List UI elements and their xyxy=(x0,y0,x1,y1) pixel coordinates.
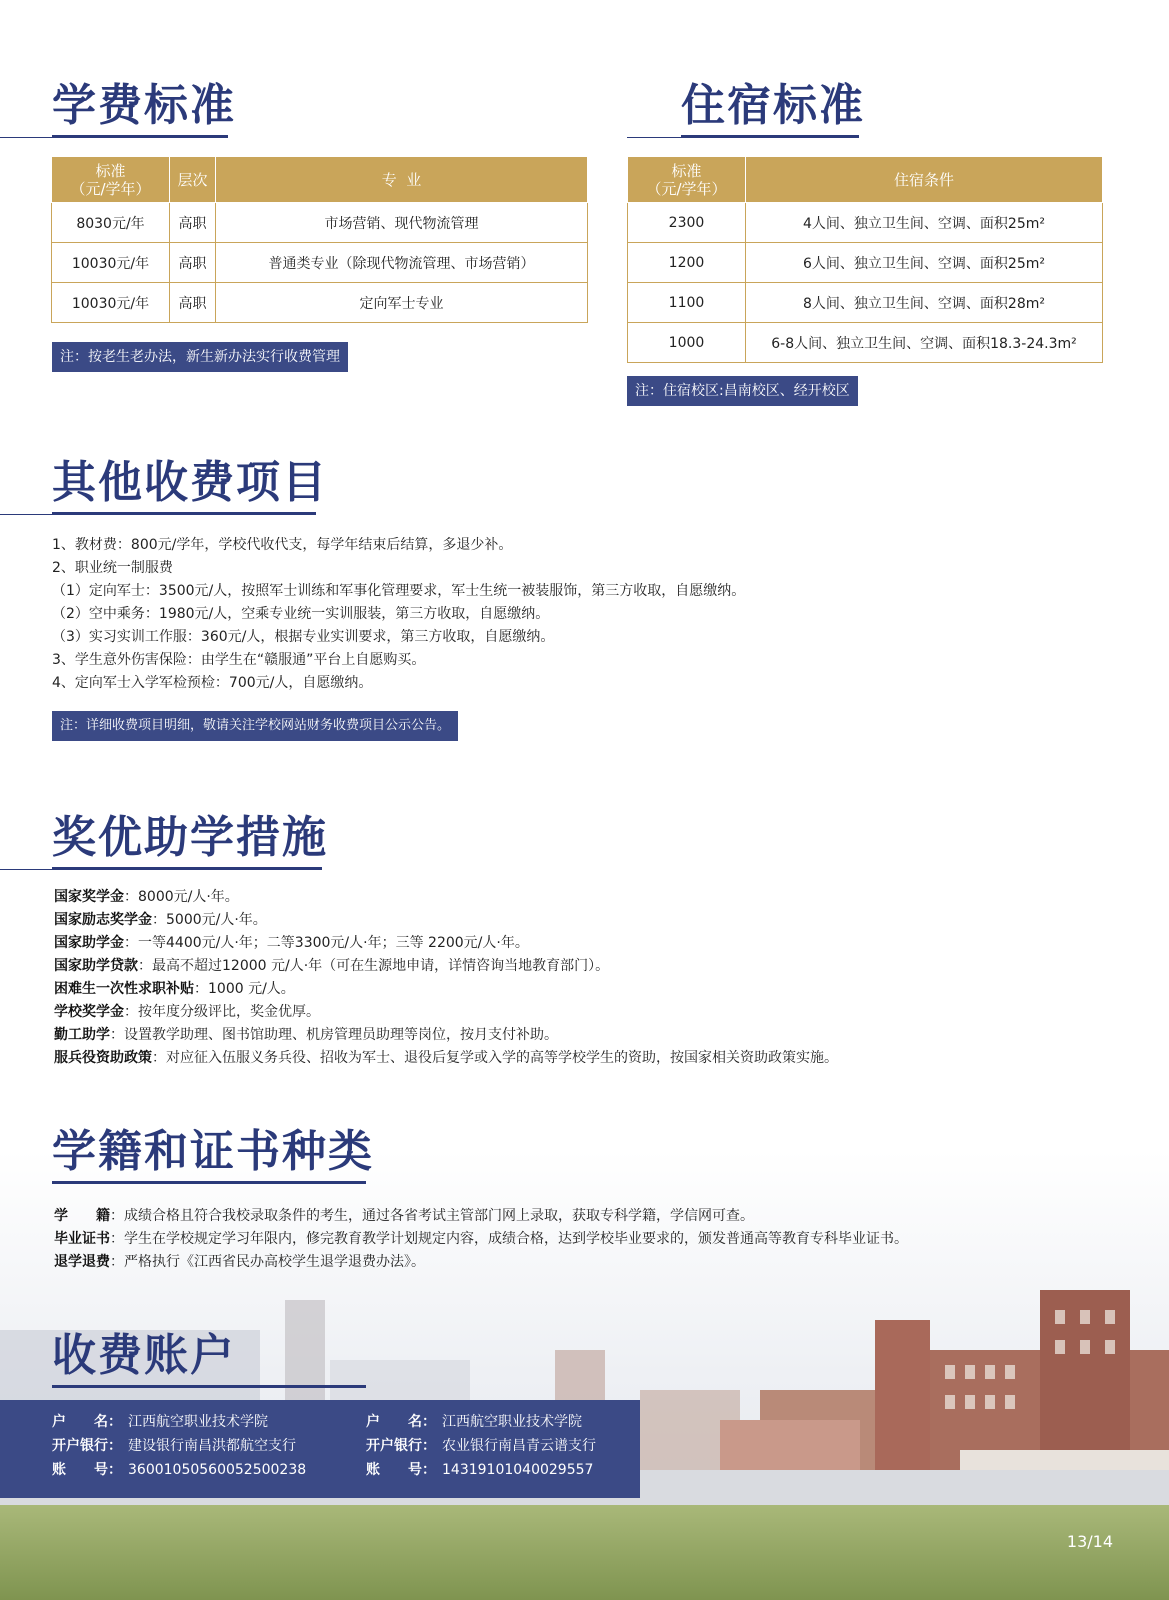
lodging-title: 住宿标准 xyxy=(681,80,865,131)
aid-label: 学校奖学金 xyxy=(54,1004,124,1020)
tuition-title-rule xyxy=(0,137,52,138)
table-row xyxy=(628,323,1103,363)
other-fees-title: 其他收费项目 xyxy=(52,457,328,508)
account-name: 江西航空职业技术学院 xyxy=(128,1414,268,1430)
aid-title: 奖优助学措施 xyxy=(52,812,328,863)
account-bank-label: 开户银行： xyxy=(52,1438,122,1454)
account-bank-row xyxy=(366,1434,596,1458)
list-item: （1）定向军士：3500元/人，按照军士训练和军事化管理要求，军士生统一被装服饰，第三方收取，自愿缴纳。 xyxy=(52,583,746,599)
tuition-table xyxy=(51,156,588,323)
account-number-row xyxy=(366,1458,596,1482)
list-item xyxy=(54,1205,908,1228)
status-title-underline xyxy=(52,1181,366,1184)
lodging-title-underline xyxy=(681,135,859,138)
account-bank-label: 开户银行： xyxy=(366,1438,436,1454)
lodging-condition: 8人间、独立卫生间、空调、面积28m² xyxy=(746,283,1103,323)
aid-label: 勤工助学 xyxy=(54,1027,110,1043)
lodging-note: 注：住宿校区:昌南校区、经开校区 xyxy=(627,376,858,406)
account-number-label: 账 号： xyxy=(366,1462,436,1478)
aid-label: 国家励志奖学金 xyxy=(54,912,152,928)
lodging-fee: 1000 xyxy=(628,323,746,363)
other-fees-note: 注：详细收费项目明细，敬请关注学校网站财务收费项目公示公告。 xyxy=(52,711,458,741)
table-row xyxy=(628,283,1103,323)
aid-title-rule xyxy=(0,869,52,870)
lodging-table-header xyxy=(628,157,1103,203)
tuition-level: 高职 xyxy=(170,283,216,323)
lodging-condition: 6-8人间、独立卫生间、空调、面积18.3-24.3m² xyxy=(746,323,1103,363)
lodging-title-rule xyxy=(627,137,681,138)
lodging-header-standard: 标准 （元/学年） xyxy=(628,157,746,203)
table-row xyxy=(52,203,588,243)
tuition-title-underline xyxy=(52,135,228,138)
aid-text: ：设置教学助理、图书馆助理、机房管理员助理等岗位，按月支付补助。 xyxy=(110,1027,558,1043)
account-bank-row xyxy=(52,1434,306,1458)
list-item: （2）空中乘务：1980元/人，空乘专业统一实训服装，第三方收取，自愿缴纳。 xyxy=(52,606,550,622)
list-item xyxy=(54,1228,908,1251)
aid-text: ：对应征入伍服义务兵役、招收为军士、退役后复学或入学的高等学校学生的资助，按国家相关资助政策实施。 xyxy=(152,1050,838,1066)
table-row xyxy=(628,203,1103,243)
tuition-table-header xyxy=(52,157,588,203)
page-number: 13/14 xyxy=(1066,1532,1113,1551)
tuition-major: 定向军士专业 xyxy=(216,283,588,323)
tuition-fee: 10030元/年 xyxy=(52,283,170,323)
account-left xyxy=(52,1410,306,1482)
aid-label: 服兵役资助政策 xyxy=(54,1050,152,1066)
status-text: ：严格执行《江西省民办高校学生退学退费办法》。 xyxy=(110,1254,425,1270)
accounts-panel xyxy=(0,1400,640,1498)
aid-label: 国家奖学金 xyxy=(54,889,124,905)
other-fees-title-underline xyxy=(52,512,316,515)
lodging-condition: 4人间、独立卫生间、空调、面积25m² xyxy=(746,203,1103,243)
aid-label: 困难生一次性求职补贴 xyxy=(54,981,194,997)
status-label: 学 籍 xyxy=(54,1208,110,1224)
list-item xyxy=(54,886,838,909)
lodging-table xyxy=(627,156,1103,363)
list-item: 3、学生意外伤害保险：由学生在“赣服通”平台上自愿购买。 xyxy=(52,652,426,668)
account-number: 36001050560052500238 xyxy=(128,1462,307,1478)
tuition-fee: 10030元/年 xyxy=(52,243,170,283)
tuition-major: 普通类专业（除现代物流管理、市场营销） xyxy=(216,243,588,283)
list-item xyxy=(54,932,838,955)
tuition-level: 高职 xyxy=(170,203,216,243)
account-name: 江西航空职业技术学院 xyxy=(442,1414,582,1430)
account-bank: 农业银行南昌青云谱支行 xyxy=(442,1438,596,1454)
list-item: （3）实习实训工作服：360元/人，根据专业实训要求，第三方收取，自愿缴纳。 xyxy=(52,629,555,645)
tuition-header-level: 层次 xyxy=(170,157,216,203)
list-item xyxy=(54,1251,908,1274)
account-bank: 建设银行南昌洪都航空支行 xyxy=(128,1438,296,1454)
status-title: 学籍和证书种类 xyxy=(52,1126,374,1177)
list-item xyxy=(54,909,838,932)
tuition-major: 市场营销、现代物流管理 xyxy=(216,203,588,243)
list-item: 1、教材费：800元/学年，学校代收代支，每学年结束后结算，多退少补。 xyxy=(52,537,513,553)
list-item: 2、职业统一制服费 xyxy=(52,560,173,576)
status-text: ：成绩合格且符合我校录取条件的考生，通过各省考试主管部门网上录取，获取专科学籍，学信网可查。 xyxy=(110,1208,754,1224)
tuition-header-major: 专 业 xyxy=(216,157,588,203)
account-name-label: 户 名： xyxy=(52,1414,122,1430)
status-text: ：学生在学校规定学习年限内，修完教育教学计划规定内容，成绩合格，达到学校毕业要求的，颁发普通高等教育专科毕业证书。 xyxy=(110,1231,908,1247)
lodging-fee: 1100 xyxy=(628,283,746,323)
tuition-title: 学费标准 xyxy=(52,80,236,131)
list-item xyxy=(54,955,838,978)
tuition-fee: 8030元/年 xyxy=(52,203,170,243)
aid-label: 国家助学贷款 xyxy=(54,958,138,974)
aid-text: ：按年度分级评比，奖金优厚。 xyxy=(124,1004,320,1020)
tuition-level: 高职 xyxy=(170,243,216,283)
aid-text: ：最高不超过12000 元/人·年（可在生源地申请，详情咨询当地教育部门）。 xyxy=(138,958,610,974)
account-number: 14319101040029557 xyxy=(442,1462,594,1478)
lodging-fee: 1200 xyxy=(628,243,746,283)
aid-label: 国家助学金 xyxy=(54,935,124,951)
aid-title-underline xyxy=(52,867,322,870)
aid-text: ：8000元/人·年。 xyxy=(124,889,239,905)
account-right xyxy=(366,1410,596,1482)
other-fees-title-rule xyxy=(0,514,52,515)
lodging-header-condition: 住宿条件 xyxy=(746,157,1103,203)
status-list xyxy=(54,1205,908,1274)
list-item xyxy=(54,978,838,1001)
account-name-row xyxy=(366,1410,596,1434)
status-label: 退学退费 xyxy=(54,1254,110,1270)
list-item: 4、定向军士入学军检预检：700元/人，自愿缴纳。 xyxy=(52,675,373,691)
list-item xyxy=(54,1024,838,1047)
account-number-row xyxy=(52,1458,306,1482)
lodging-condition: 6人间、独立卫生间、空调、面积25m² xyxy=(746,243,1103,283)
other-fees-list xyxy=(52,534,745,695)
accounts-title-underline xyxy=(52,1385,366,1388)
table-row xyxy=(52,243,588,283)
tuition-header-standard: 标准 （元/学年） xyxy=(52,157,170,203)
aid-list xyxy=(54,886,838,1070)
list-item xyxy=(54,1001,838,1024)
aid-text: ：一等4400元/人·年；二等3300元/人·年；三等 2200元/人·年。 xyxy=(124,935,529,951)
accounts-title: 收费账户 xyxy=(52,1330,236,1381)
status-label: 毕业证书 xyxy=(54,1231,110,1247)
account-name-row xyxy=(52,1410,306,1434)
list-item xyxy=(54,1047,838,1070)
lodging-fee: 2300 xyxy=(628,203,746,243)
table-row xyxy=(52,283,588,323)
aid-text: ：1000 元/人。 xyxy=(194,981,295,997)
tuition-note: 注：按老生老办法，新生新办法实行收费管理 xyxy=(52,342,348,372)
table-row xyxy=(628,243,1103,283)
account-number-label: 账 号： xyxy=(52,1462,122,1478)
account-name-label: 户 名： xyxy=(366,1414,436,1430)
aid-text: ：5000元/人·年。 xyxy=(152,912,267,928)
